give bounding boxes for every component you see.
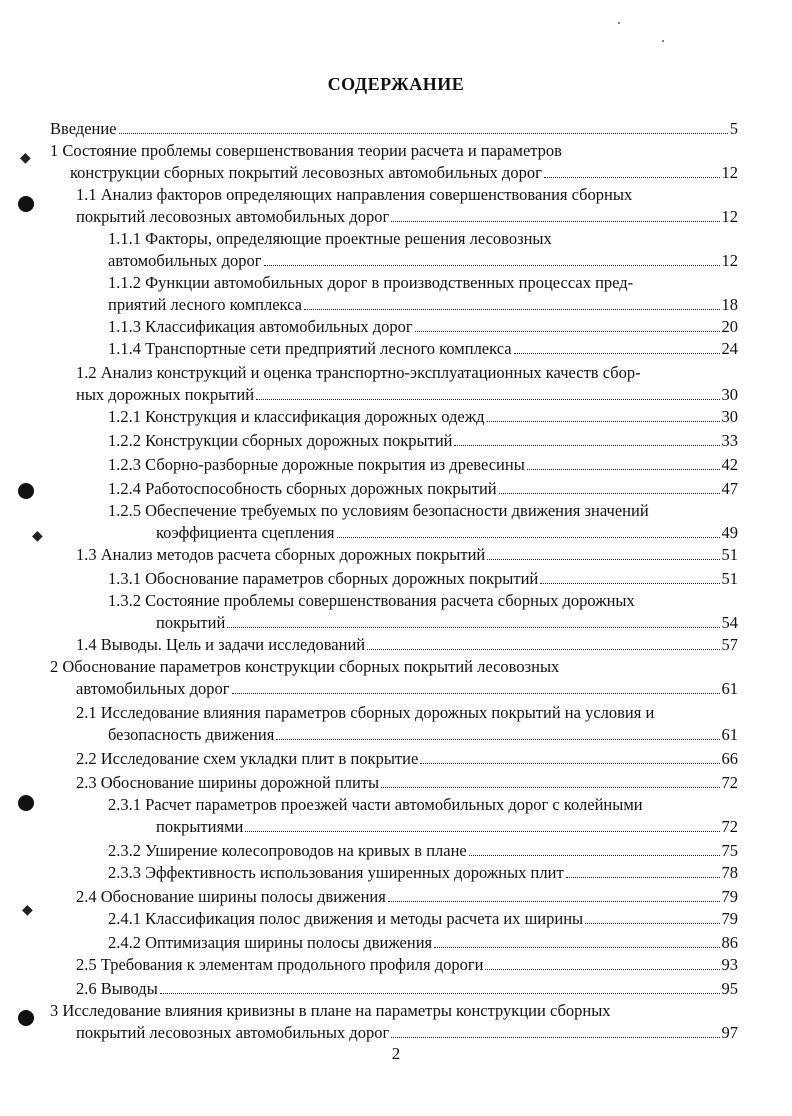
toc-entry [108,862,738,884]
toc-leader-dots [487,545,719,560]
toc-leader-dots [469,841,720,856]
toc-entry [50,1000,738,1044]
toc-entry-text: автомобильных дорог [108,251,262,270]
toc-page-number: 72 [721,773,738,792]
toc-entry [108,316,738,338]
toc-entry-text: приятий лесного комплекса [108,295,302,314]
toc-entry-text: 1 Состояние проблемы совершенствования теории расчета и параметров [50,141,562,160]
toc-entry [76,184,738,228]
toc-entry [108,590,738,634]
toc-entry [108,478,738,500]
toc-entry [108,932,738,954]
toc-entry-text: Введение [50,119,117,138]
toc-leader-dots [485,955,719,970]
toc-entry-text: автомобильных дорог [76,679,230,698]
scan-speck [662,40,664,42]
toc-page-number: 12 [721,207,738,226]
toc-entry [76,772,738,794]
toc-leader-dots [514,339,720,354]
toc-page-number: 24 [721,339,738,358]
toc-entry-text: покрытий [156,613,226,632]
toc-page-number: 42 [721,455,738,474]
toc-entry-text: 1.4 Выводы. Цель и задачи исследований [76,635,366,654]
toc-entry-text: покрытиями [156,817,244,836]
toc-leader-dots [381,773,719,788]
toc-leader-dots [337,523,720,538]
toc-entry-text: 1.2.2 Конструкции сборных дорожных покрытий [108,431,453,450]
toc-leader-dots [415,317,720,332]
toc-page-number: 47 [721,479,738,498]
toc-page-number: 51 [721,545,738,564]
toc-entry-text: покрытий лесовозных автомобильных дорог [76,207,390,226]
toc-entry [108,406,738,428]
punch-hole [18,795,34,811]
toc-entry-text: 2.2 Исследование схем укладки плит в покрытие [76,749,419,768]
toc-leader-dots [391,1023,719,1038]
toc-entry [108,454,738,476]
toc-entry-text: коэффициента сцепления [156,523,335,542]
toc-page-number: 57 [721,635,738,654]
toc-page-number: 79 [721,909,738,928]
toc-leader-dots [585,909,719,924]
toc-leader-dots [276,725,719,740]
toc-leader-dots [454,431,719,446]
toc-entry-text: 3 Исследование влияния кривизны в плане на параметры конструкции сборных [50,1001,611,1020]
toc-entry [108,568,738,590]
toc-entry [50,656,738,700]
toc-page-number: 5 [729,119,738,138]
toc-leader-dots [245,817,719,832]
toc-entry-text: 2.3.2 Уширение колесопроводов на кривых в плане [108,841,467,860]
toc-page-number: 75 [721,841,738,860]
toc-page-number: 33 [721,431,738,450]
toc-page-number: 78 [721,863,738,882]
toc-leader-dots [540,569,719,584]
toc-entry-text: 1.3.2 Состояние проблемы совершенствования расчета сборных дорожных [108,591,635,610]
toc-page-number: 51 [721,569,738,588]
punch-hole [18,483,34,499]
toc-leader-dots [160,979,720,994]
toc-leader-dots [264,251,720,266]
toc-entry [108,908,738,930]
toc-entry-text: 2.4.2 Оптимизация ширины полосы движения [108,933,433,952]
toc-page-number: 49 [721,523,738,542]
toc-entry [76,544,738,566]
toc-page-number: 95 [721,979,738,998]
toc-page-number: 72 [721,817,738,836]
toc-leader-dots [119,119,728,134]
toc-entry-text: 1.1 Анализ факторов определяющих направления совершенствования сборных [76,185,633,204]
toc-entry [76,978,738,1000]
toc-page-number: 20 [721,317,738,336]
scan-mark: ◆ [20,151,31,166]
toc-page-number: 66 [721,749,738,768]
toc-entry [108,794,738,838]
toc-entry-text: конструкции сборных покрытий лесовозных автомобильных дорог [70,163,542,182]
toc-entry [76,886,738,908]
toc-page-number: 86 [721,933,738,952]
toc-entry [50,140,738,184]
toc-page-number: 93 [721,955,738,974]
toc-leader-dots [227,613,719,628]
toc-entry-text: ных дорожных покрытий [76,385,255,404]
toc-leader-dots [304,295,720,310]
toc-leader-dots [388,887,720,902]
toc-page-number: 61 [721,679,738,698]
toc-entry-text: 1.3.1 Обоснование параметров сборных дорожных покрытий [108,569,539,588]
toc-entry-text: 2.6 Выводы [76,979,158,998]
toc-leader-dots [434,933,719,948]
toc-page-number: 61 [721,725,738,744]
toc-entry-text: 2.4 Обоснование ширины полосы движения [76,887,386,906]
toc-entry [108,228,738,272]
punch-hole [18,1010,34,1026]
toc-entry-text: покрытий лесовозных автомобильных дорог [76,1023,390,1042]
toc-leader-dots [544,163,720,178]
toc-entry-text: 2.3.3 Эффективность использования уширенных дорожных плит [108,863,564,882]
toc-entry-text: 1.2.1 Конструкция и классификация дорожных одежд [108,407,485,426]
toc-entry [76,702,738,746]
toc-entry-text: 2 Обоснование параметров конструкции сборных покрытий лесовозных [50,657,560,676]
toc-leader-dots [499,479,720,494]
toc-leader-dots [420,749,719,764]
toc-entry [76,748,738,770]
toc-entry [50,118,738,140]
toc-entry-text: 1.2.3 Сборно-разборные дорожные покрытия из древесины [108,455,525,474]
toc-entry-text: 2.3.1 Расчет параметров проезжей части автомобильных дорог с колейными [108,795,643,814]
toc-page-number: 12 [721,251,738,270]
page-number: 2 [391,1044,401,1063]
scan-speck [618,22,620,24]
toc-entry [108,338,738,360]
toc-entry-text: 1.1.4 Транспортные сети предприятий лесного комплекса [108,339,512,358]
toc-entry-text: 1.1.1 Факторы, определяющие проектные решения лесовозных [108,229,552,248]
toc-entry [76,634,738,656]
toc-entry-text: 2.1 Исследование влияния параметров сборных дорожных покрытий на условия и [76,703,655,722]
scan-mark: ◆ [22,903,33,918]
toc-entry [76,362,738,406]
toc-page-number: 79 [721,887,738,906]
toc-entry [108,272,738,316]
toc-entry-text: безопасность движения [108,725,275,744]
toc-page-number: 30 [721,407,738,426]
toc-leader-dots [566,863,720,878]
toc-entry-text: 2.4.1 Классификация полос движения и методы расчета их ширины [108,909,584,928]
toc-leader-dots [391,207,719,222]
toc-entry-text: 1.1.3 Классификация автомобильных дорог [108,317,413,336]
toc-entry-text: 1.2.4 Работоспособность сборных дорожных покрытий [108,479,497,498]
toc-page-number: 54 [721,613,738,632]
toc-leader-dots [232,679,720,694]
toc-entry-text: 1.2 Анализ конструкций и оценка транспортно-эксплуатационных качеств сбор- [76,363,641,382]
toc-page-number: 30 [721,385,738,404]
toc-entry-text: 2.3 Обоснование ширины дорожной плиты [76,773,380,792]
toc-page-number: 97 [721,1023,738,1042]
toc-entry [108,500,738,544]
toc-entry [108,840,738,862]
document-title: СОДЕРЖАНИЕ [327,74,465,94]
toc-leader-dots [367,635,719,650]
toc-leader-dots [527,455,720,470]
toc-entry [76,954,738,976]
toc-leader-dots [487,407,720,422]
punch-hole [18,196,34,212]
toc-entry-text: 1.1.2 Функции автомобильных дорог в производственных процессах пред- [108,273,634,292]
toc-entry-text: 1.3 Анализ методов расчета сборных дорожных покрытий [76,545,486,564]
toc-page-number: 18 [721,295,738,314]
toc-entry-text: 2.5 Требования к элементам продольного профиля дороги [76,955,484,974]
toc-entry-text: 1.2.5 Обеспечение требуемых по условиям безопасности движения значений [108,501,649,520]
toc-page-number: 12 [721,163,738,182]
scan-mark: ◆ [32,529,43,544]
toc-leader-dots [256,385,719,400]
toc-entry [108,430,738,452]
